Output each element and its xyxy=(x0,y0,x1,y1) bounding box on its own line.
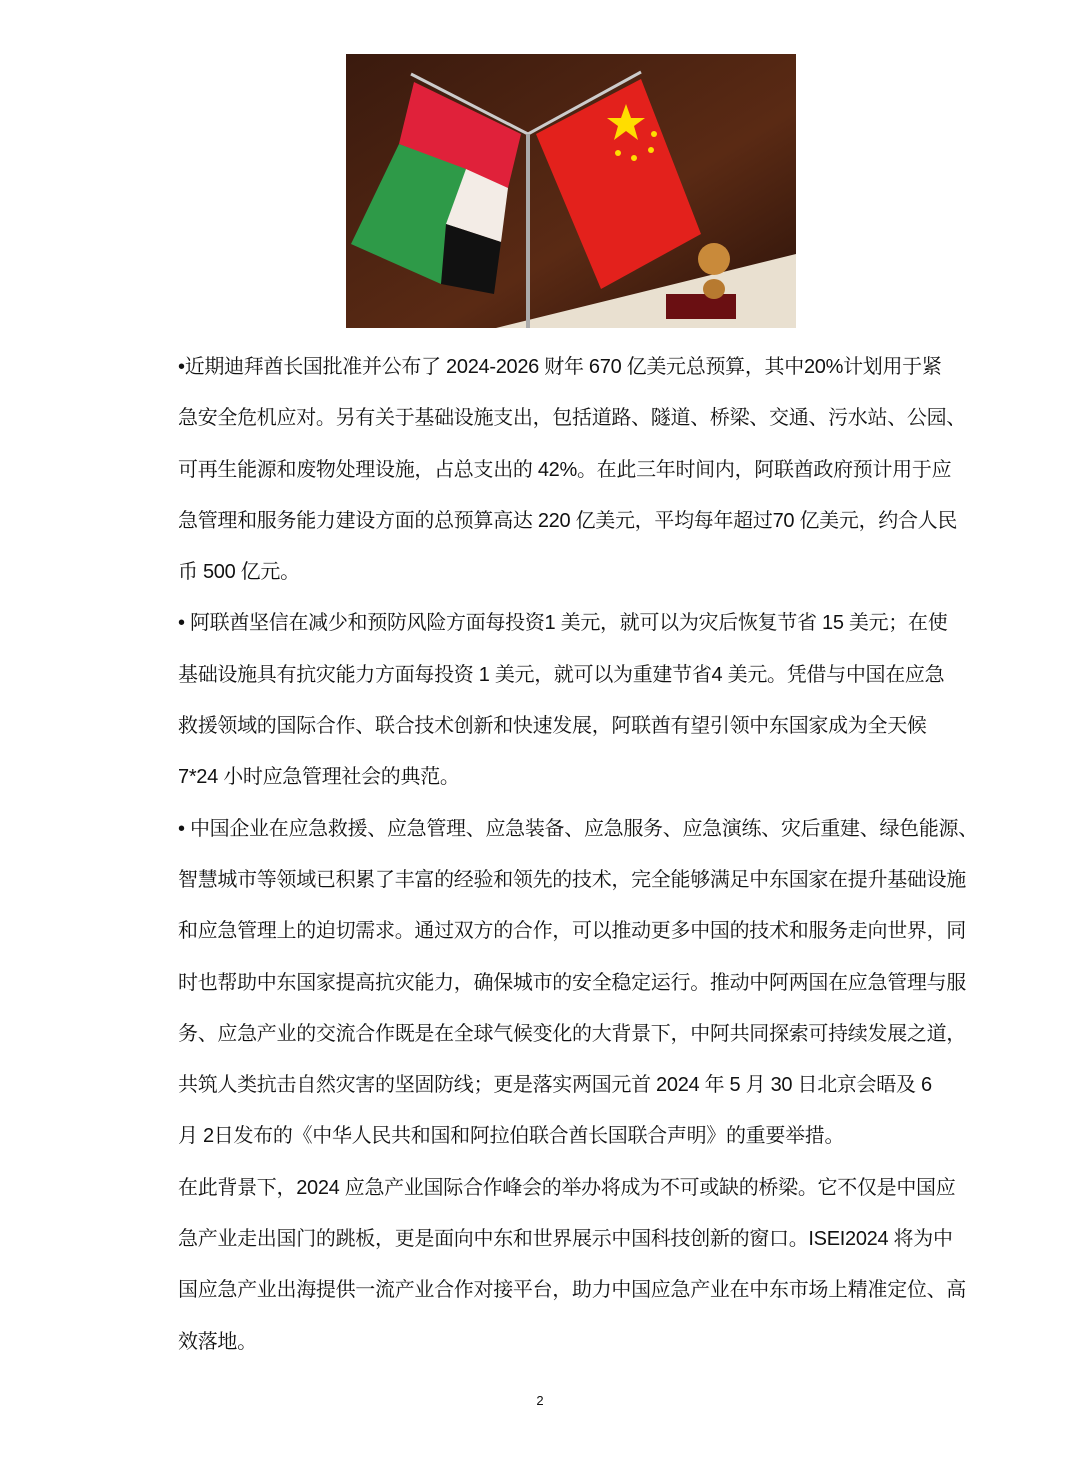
text-line: 基础设施具有抗灾能力方面每投资 1 美元，就可以为重建节省4 美元。凭借与中国在应急 xyxy=(178,663,945,686)
text-line: 币 500 亿元。 xyxy=(178,561,300,584)
text-line: 共筑人类抗击自然灾害的坚固防线；更是落实两国元首 2024 年 5 月 30 日北京会晤及 6 xyxy=(178,1074,932,1097)
text-line: 智慧城市等领域已积累了丰富的经验和领先的技术，完全能够满足中东国家在提升基础设施 xyxy=(178,868,966,891)
text-line: • 中国企业在应急救援、应急管理、应急装备、应急服务、应急演练、灾后重建、绿色能源、 xyxy=(178,817,978,840)
text-line: 救援领域的国际合作、联合技术创新和快速发展，阿联酋有望引领中东国家成为全天候 xyxy=(178,715,927,738)
text-line: 月 2日发布的《中华人民共和国和阿拉伯联合酋长国联合声明》的重要举措。 xyxy=(178,1125,845,1148)
text-line: 时也帮助中东国家提高抗灾能力，确保城市的安全稳定运行。推动中阿两国在应急管理与服 xyxy=(178,971,966,994)
paragraph-2 xyxy=(178,598,998,803)
paragraph-3 xyxy=(178,804,998,1163)
text-line: 国应急产业出海提供一流产业合作对接平台，助力中国应急产业在中东市场上精准定位、高 xyxy=(178,1279,966,1302)
text-line: • 阿联酋坚信在减少和预防风险方面每投资1 美元，就可以为灾后恢复节省 15 美元；在使 xyxy=(178,612,948,635)
text-line: 在此背景下，2024 应急产业国际合作峰会的举办将成为不可或缺的桥梁。它不仅是中国应 xyxy=(178,1176,956,1199)
paragraph-1 xyxy=(178,342,998,598)
text-line: 急产业走出国门的跳板，更是面向中东和世界展示中国科技创新的窗口。ISEI2024 将为中 xyxy=(178,1228,953,1251)
text-line: 急管理和服务能力建设方面的总预算高达 220 亿美元，平均每年超过70 亿美元，约合人民 xyxy=(178,509,958,532)
body-text xyxy=(178,342,998,1368)
text-line: 和应急管理上的迫切需求。通过双方的合作，可以推动更多中国的技术和服务走向世界，同 xyxy=(178,920,966,943)
paragraph-4 xyxy=(178,1163,998,1368)
text-line: 急安全危机应对。另有关于基础设施支出，包括道路、隧道、桥梁、交通、污水站、公园、 xyxy=(178,407,966,430)
text-line: •近期迪拜酋长国批准并公布了 2024-2026 财年 670 亿美元总预算，其中20%计划用于紧 xyxy=(178,356,942,378)
text-line: 效落地。 xyxy=(178,1330,257,1353)
text-line: 7*24 小时应急管理社会的典范。 xyxy=(178,766,460,789)
flags-photo xyxy=(346,54,796,328)
page-number: 2 xyxy=(536,1393,544,1408)
text-line: 可再生能源和废物处理设施，占总支出的 42%。在此三年时间内，阿联酋政府预计用于应 xyxy=(178,458,952,481)
text-line: 务、应急产业的交流合作既是在全球气候变化的大背景下，中阿共同探索可持续发展之道， xyxy=(178,1022,966,1045)
